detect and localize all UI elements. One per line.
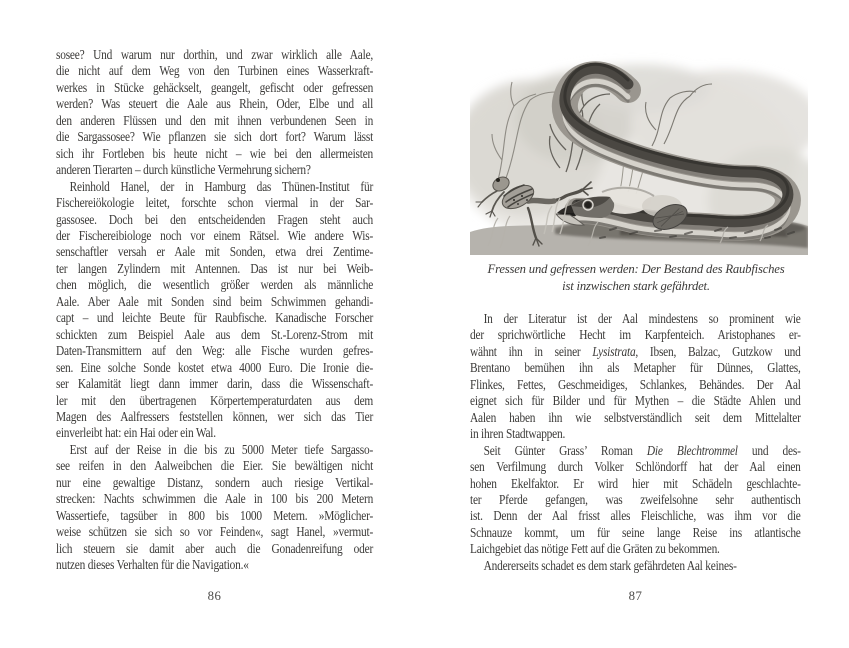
text-line: nutzen dieses Verhalten für die Navigation.« bbox=[56, 557, 249, 573]
text-line: Reinhold Hanel, der in Hamburg das Thünen-Institut für bbox=[69, 178, 374, 194]
text-line: ler mit den übertragenen Körpertemperaturdaten aus dem bbox=[56, 392, 374, 408]
right-page-number: 87 bbox=[628, 589, 643, 603]
text-line: Fischereiökologie leitet, forschte schon viermal in der Sar- bbox=[56, 195, 374, 211]
text-line: Seit Günter Grass’ Roman Die Blechtrommel und des- bbox=[483, 442, 801, 458]
left-page-text bbox=[56, 47, 373, 574]
text-line: Daten-Transmittern auf den Weg: alle Fische wurden gefres- bbox=[56, 343, 374, 359]
text-line: Andererseits schadet es dem stark gefährdeten Aal keines- bbox=[483, 557, 737, 573]
text-line: Aalen haben ihn wie selbstverständlich seit dem Mittelalter bbox=[470, 409, 801, 425]
text-line: Aale. Aber Aale mit Sonden sind beim Schwimmen gehandi- bbox=[56, 293, 374, 309]
caption-line-2: ist inzwischen stark gefährdet. bbox=[562, 279, 710, 293]
text-line: weise schützen sie sich so vor Feinden«, sagt Hanel, »vermut- bbox=[56, 524, 374, 540]
eel-frog-illustration bbox=[470, 50, 808, 255]
text-line: gassosee. Doch bei den entscheidenden Fragen steht auch bbox=[56, 211, 374, 227]
paragraph bbox=[56, 442, 373, 574]
text-line: sich ihr Fortleben bis heute nicht – wie bei den allermeisten bbox=[56, 145, 374, 161]
paragraph bbox=[56, 47, 373, 179]
text-line: hohen Ekelfaktor. Er wird hier mit Schädeln geschlachte- bbox=[470, 475, 801, 491]
text-line: chen möglich, die wesentlich größer werden als männliche bbox=[56, 277, 374, 293]
text-line: sen Verfilmung durch Volker Schlöndorff hat der Aal einen bbox=[470, 459, 801, 475]
caption-line-1: Fressen und gefressen werden: Der Bestand des Raubfisches bbox=[487, 262, 785, 276]
text-line: Flinkes, Fettes, Geschmeidiges, Schlankes, Behändes. Der Aal bbox=[470, 376, 801, 392]
text-line: sosee? Und warum nur dorthin, und zwar wirklich alle Aale, bbox=[56, 47, 374, 62]
left-page-number: 86 bbox=[207, 589, 222, 603]
text-line: der sprichwörtliche Hecht im Karpfenteich. Aristophanes er- bbox=[470, 327, 801, 343]
text-line: sen. Eine solche Sonde kostet etwa 4000 Euro. Die Ironie die- bbox=[56, 359, 374, 375]
text-line: lich steuern sie damit aber auch die Gonadenreifung oder bbox=[56, 540, 374, 556]
text-line: der Fischereibiologe noch vor einem Rätsel. Wie andere Wis- bbox=[56, 227, 374, 243]
text-line: Erst auf der Reise in die bis zu 5000 Meter tiefe Sargasso- bbox=[69, 441, 374, 457]
text-line: werkes in Stücke gehäckselt, geangelt, gefischt oder gefressen bbox=[56, 79, 374, 95]
text-line: werden? Was steuert die Aale aus Rhein, Oder, Elbe und all bbox=[56, 96, 374, 112]
text-line: Magen des Aalfressers feststellen können, wer sich das Tier bbox=[56, 408, 374, 424]
text-line: Laichgebiet das nötige Fett auf die Gräten zu bekommen. bbox=[470, 541, 720, 557]
text-line: nur eine gewaltige Distanz, sondern auch riesige Vertikal- bbox=[56, 474, 374, 490]
text-line: strecken: Nachts schwimmen die Aale in 100 bis 200 Metern bbox=[56, 491, 374, 507]
text-line: eignet sich für Bilder und für Mythen – die Städte Ahlen und bbox=[470, 393, 801, 409]
text-line: Wassertiefe, tagsüber in 800 bis 1000 Metern. »Möglicher- bbox=[56, 507, 374, 523]
text-line: wähnt ihn in seiner Lysistrata, Ibsen, Balzac, Gutzkow und bbox=[470, 343, 801, 359]
text-line: in ihren Stadtwappen. bbox=[470, 426, 566, 442]
text-line: ter Pferde gefangen, was zweifelsohne sehr authentisch bbox=[470, 491, 801, 507]
right-page-text bbox=[470, 311, 801, 574]
paragraph bbox=[470, 443, 801, 558]
text-line: ser Kalamität liegt dann immer darin, dass die Wissenschaft- bbox=[56, 376, 374, 392]
text-line: see reifen in den Aalweibchen die Eier. Sie bewältigen nicht bbox=[56, 458, 374, 474]
text-line: senschaftler versah er Aale mit Sonden, etwa drei Zentime- bbox=[56, 244, 374, 260]
text-line: schickten zum Beispiel Aale aus dem St.-Lorenz-Strom mit bbox=[56, 326, 374, 342]
eel-frog-drawing bbox=[470, 50, 808, 255]
illustration-caption bbox=[467, 261, 805, 295]
paragraph bbox=[56, 179, 373, 442]
text-line: In der Literatur ist der Aal mindestens so prominent wie bbox=[483, 311, 801, 326]
text-line: Brentano bemühen ihn als Metapher für Dünnes, Glattes, bbox=[470, 360, 801, 376]
text-line: den anderen Flüssen und den mit ihnen verbundenen Seen in bbox=[56, 112, 374, 128]
text-line: ist. Denn der Aal frisst alles Fleischliche, was ihm vor die bbox=[470, 508, 801, 524]
paragraph bbox=[470, 558, 801, 574]
text-line: ter langen Zylindern mit Antennen. Das ist nur bei Weib- bbox=[56, 260, 374, 276]
text-line: Schnauze kommt, um für seine lange Reise ins atlantische bbox=[470, 524, 801, 540]
text-line: einverleibt hat: ein Hai oder ein Wal. bbox=[56, 425, 216, 441]
text-line: capt – und leichte Beute für Raubfische. Kanadische Forscher bbox=[56, 310, 374, 326]
text-line: die nicht auf dem Weg von den Turbinen eines Wasserkraft- bbox=[56, 63, 374, 79]
paragraph bbox=[470, 311, 801, 443]
text-line: die Sargassosee? Wie pflanzen sie sich dort fort? Warum lässt bbox=[56, 129, 374, 145]
text-line: anderen Tierarten – durch künstliche Vermehrung sichern? bbox=[56, 162, 311, 178]
